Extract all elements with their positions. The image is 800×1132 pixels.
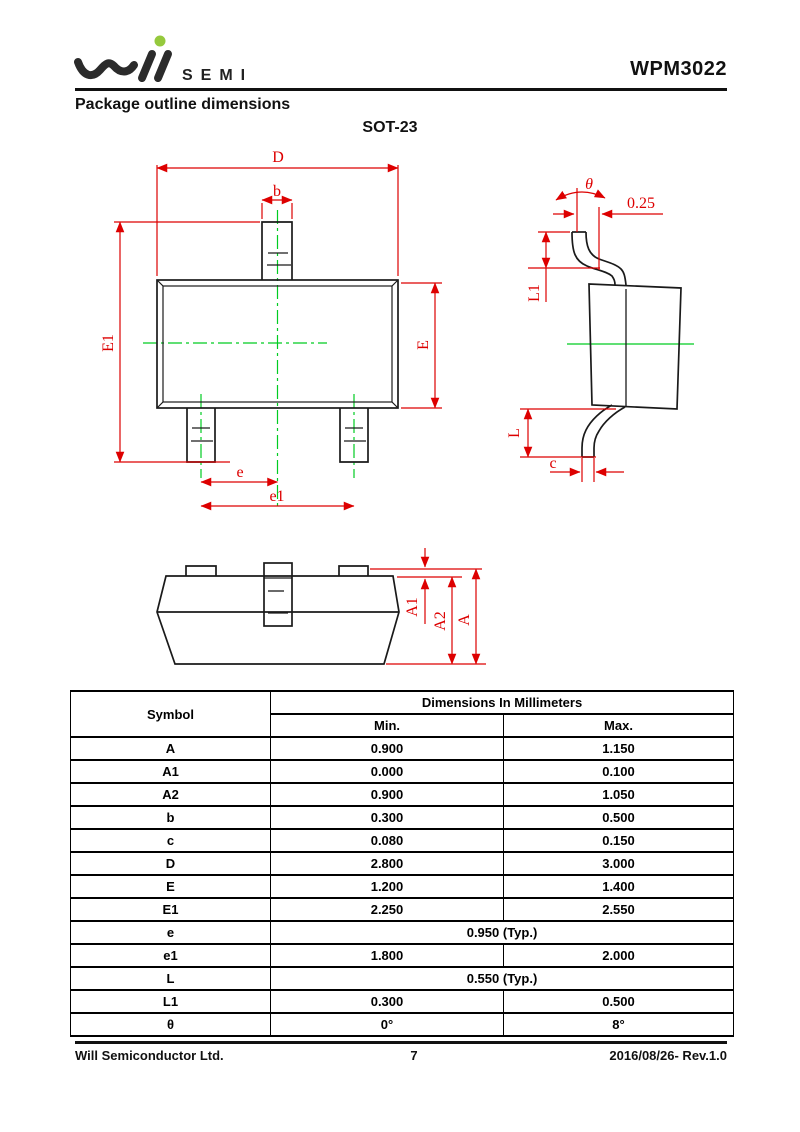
min-cell: 1.800: [271, 944, 504, 967]
dim-label-D: D: [272, 149, 284, 166]
min-cell: 2.250: [271, 898, 504, 921]
dim-label-A2: A2: [432, 611, 449, 631]
min-cell: 0.300: [271, 806, 504, 829]
package-outline-drawing: [0, 140, 800, 685]
symbol-cell: L1: [71, 990, 271, 1013]
symbol-cell: c: [71, 829, 271, 852]
logo-green-dot: [155, 36, 166, 47]
max-cell: 3.000: [504, 852, 734, 875]
min-cell: 2.800: [271, 852, 504, 875]
footer-rule: [75, 1041, 727, 1044]
end-body-outline: [157, 563, 399, 664]
dim-label-A: A: [456, 614, 473, 626]
min-cell: 0.080: [271, 829, 504, 852]
min-cell: 1.200: [271, 875, 504, 898]
end-view: [157, 548, 486, 664]
dim-label-theta: θ: [585, 176, 593, 193]
side-dimension-lines: [520, 188, 663, 482]
table-row: [71, 944, 734, 967]
min-cell: 0.900: [271, 737, 504, 760]
table-row: [71, 852, 734, 875]
dim-label-025: 0.25: [627, 195, 655, 212]
max-cell: 1.150: [504, 737, 734, 760]
max-cell: 0.500: [504, 806, 734, 829]
table-row: [71, 737, 734, 760]
center-lines: [143, 210, 354, 508]
table-row: [71, 921, 734, 944]
symbol-cell: E: [71, 875, 271, 898]
symbol-cell: A1: [71, 760, 271, 783]
max-cell: 1.400: [504, 875, 734, 898]
symbol-cell: E1: [71, 898, 271, 921]
symbol-cell: b: [71, 806, 271, 829]
package-name: SOT-23: [362, 119, 418, 136]
max-cell: 0.150: [504, 829, 734, 852]
symbol-cell: A: [71, 737, 271, 760]
dimensions-table: [70, 690, 734, 1037]
dim-label-L1: L1: [526, 284, 543, 302]
typ-cell: 0.950 (Typ.): [271, 921, 734, 944]
table-header-row: [71, 691, 734, 714]
table-row: [71, 898, 734, 921]
dim-label-E: E: [415, 340, 432, 350]
table-row: [71, 806, 734, 829]
symbol-cell: A2: [71, 783, 271, 806]
header-rule: [75, 88, 727, 91]
willsemi-logo: [70, 30, 330, 90]
page-title: Package outline dimensions: [75, 96, 291, 113]
min-cell: 0.000: [271, 760, 504, 783]
max-cell: 2.550: [504, 898, 734, 921]
max-cell: 0.500: [504, 990, 734, 1013]
logo-brand-text: SEMI: [182, 67, 254, 84]
table-row: [71, 967, 734, 990]
symbol-cell: θ: [71, 1013, 271, 1036]
dim-label-L: L: [506, 428, 523, 438]
max-cell: 1.050: [504, 783, 734, 806]
table-row: [71, 1013, 734, 1036]
symbol-cell: D: [71, 852, 271, 875]
table-row: [71, 990, 734, 1013]
symbol-cell: e1: [71, 944, 271, 967]
min-cell: 0.300: [271, 990, 504, 1013]
min-cell: 0.900: [271, 783, 504, 806]
min-header: Min.: [271, 714, 504, 737]
dimensions-header: Dimensions In Millimeters: [271, 691, 734, 714]
side-view: [506, 176, 694, 482]
symbol-cell: L: [71, 967, 271, 990]
footer-revision: 2016/08/26- Rev.1.0: [609, 1048, 727, 1063]
typ-cell: 0.550 (Typ.): [271, 967, 734, 990]
dim-label-A1: A1: [404, 597, 421, 617]
footer-page-number: 7: [410, 1048, 418, 1063]
footer-company: Will Semiconductor Ltd.: [75, 1048, 224, 1063]
max-cell: 0.100: [504, 760, 734, 783]
dim-label-E1: E1: [100, 334, 117, 352]
symbol-header: Symbol: [71, 691, 271, 737]
logo-wave-mark: [78, 36, 168, 79]
max-header: Max.: [504, 714, 734, 737]
dim-label-e: e: [236, 464, 244, 481]
min-cell: 0°: [271, 1013, 504, 1036]
dim-label-e1: e1: [269, 488, 285, 505]
part-number: WPM3022: [630, 58, 727, 80]
table-row: [71, 760, 734, 783]
end-dimension-lines: [370, 548, 486, 664]
symbol-cell: e: [71, 921, 271, 944]
dim-label-c: c: [549, 455, 557, 472]
table-row: [71, 829, 734, 852]
front-view: [100, 149, 442, 508]
max-cell: 2.000: [504, 944, 734, 967]
max-cell: 8°: [504, 1013, 734, 1036]
table-row: [71, 783, 734, 806]
dim-label-b: b: [273, 183, 281, 200]
table-row: [71, 875, 734, 898]
